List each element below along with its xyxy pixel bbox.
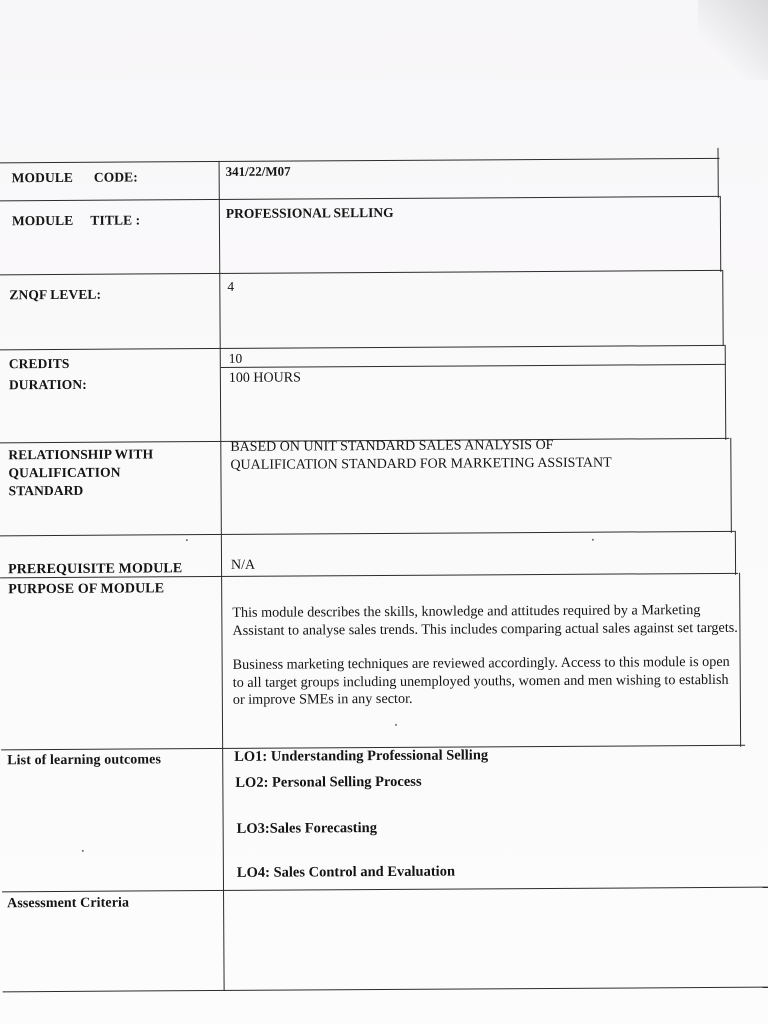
- module-code-label: MODULE CODE:: [11, 169, 138, 186]
- purpose-label: PURPOSE OF MODULE: [8, 581, 165, 598]
- table-right-border: [722, 270, 724, 346]
- znqf-level-label: ZNQF LEVEL:: [9, 286, 102, 303]
- duration-value: 100 HOURS: [228, 370, 301, 386]
- paper-speck: [82, 850, 84, 852]
- row-divider: [0, 345, 725, 351]
- relationship-value: BASED ON UNIT STANDARD SALES ANALYSIS OF QUALIFICATION STANDARD FOR MARKETING ASSISTANT: [230, 437, 612, 473]
- row-divider: [2, 887, 768, 893]
- table-right-border: [720, 196, 722, 272]
- table-top-border: [0, 158, 720, 164]
- table-right-border: [717, 148, 719, 198]
- module-title-value: PROFESSIONAL SELLING: [225, 204, 394, 221]
- relationship-label: RELATIONSHIP WITH QUALIFICATION STANDARD: [8, 446, 154, 499]
- row-divider: [0, 270, 722, 276]
- row-divider: [221, 364, 726, 368]
- paper-speck: [186, 539, 188, 541]
- credits-value: 10: [228, 350, 243, 366]
- module-title-label: MODULE TITLE :: [11, 212, 141, 229]
- prerequisite-value: N/A: [230, 557, 256, 573]
- paper-speck: [592, 539, 594, 541]
- credits-label: CREDITS: [8, 355, 70, 372]
- duration-label: DURATION:: [8, 376, 87, 393]
- table-right-border: [725, 345, 727, 440]
- row-divider: [0, 196, 720, 202]
- assessment-criteria-label: Assessment Criteria: [7, 895, 130, 912]
- purpose-paragraph-2: Business marketing techniques are reviewed accordingly. Access to this module is open to all target groups including unemployed youths, women and men wishing to establish or improve SMEs in any sector.: [232, 653, 730, 709]
- table-right-border: [735, 531, 737, 575]
- module-code-value: 341/22/M07: [225, 163, 291, 179]
- learning-outcomes-label: List of learning outcomes: [7, 752, 162, 769]
- table-bottom-border: [3, 987, 768, 993]
- purpose-paragraph-1: This module describes the skills, knowledge and attitudes required by a Marketing Assistant to analyse sales trends. This includes comparing actual sales against set targets.: [232, 602, 738, 639]
- znqf-level-value: 4: [227, 278, 235, 294]
- prerequisite-label: PREREQUISITE MODULE: [8, 561, 183, 578]
- paper-speck: [395, 724, 397, 726]
- learning-outcome-item: LO3:Sales Forecasting: [236, 820, 377, 837]
- learning-outcome-item: LO1: Understanding Professional Selling: [234, 747, 489, 765]
- learning-outcome-item: LO4: Sales Control and Evaluation: [236, 863, 456, 881]
- learning-outcome-item: LO2: Personal Selling Process: [235, 773, 422, 791]
- row-divider: [0, 531, 735, 537]
- table-right-border: [730, 438, 732, 533]
